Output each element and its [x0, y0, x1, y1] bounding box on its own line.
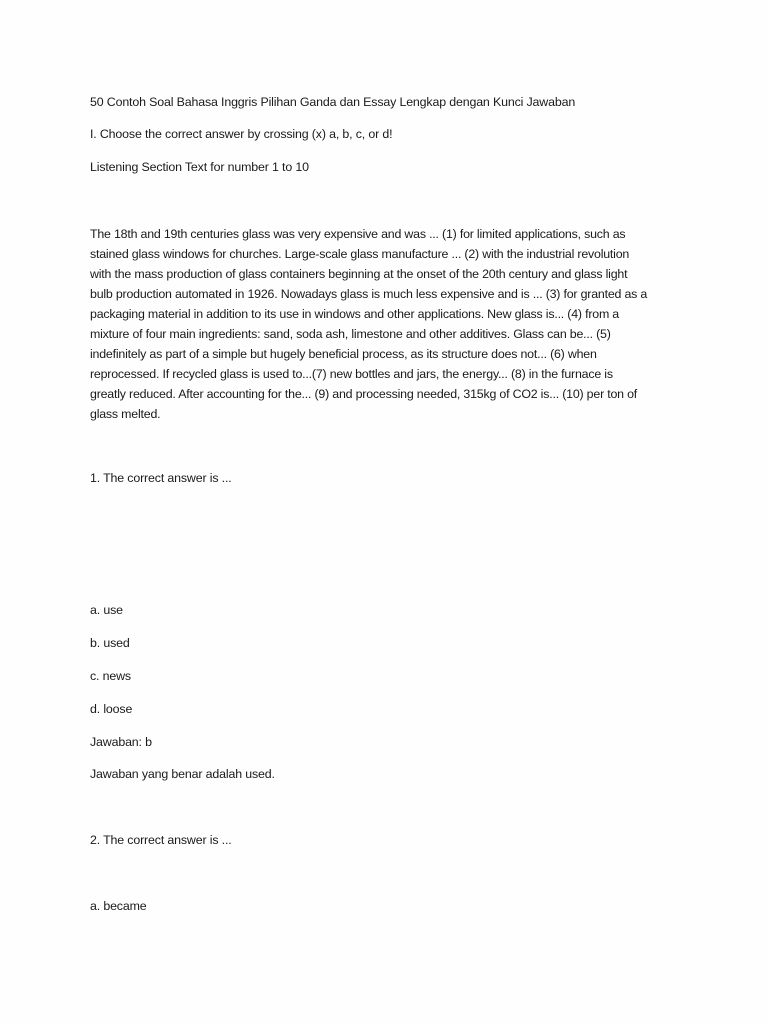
question-prompt: 2. The correct answer is ...	[90, 833, 232, 847]
answer-option-a: a. became	[90, 899, 147, 913]
passage-line: greatly reduced. After accounting for the... (9) and processing needed, 315kg of CO2 is... (10) per ton of	[90, 387, 638, 401]
section-heading: Listening Section Text for number 1 to 10	[90, 160, 309, 174]
answer-option-b: b. used	[90, 636, 130, 650]
document-title: 50 Contoh Soal Bahasa Inggris Pilihan Ganda dan Essay Lengkap dengan Kunci Jawaban	[90, 95, 576, 109]
question-prompt: 1. The correct answer is ...	[90, 471, 232, 485]
passage-line: packaging material in addition to its use in windows and other applications. New glass is... (4) from a	[90, 307, 619, 321]
passage-line: indefinitely as part of a simple but hugely beneficial process, as its structure does not... (6) when	[90, 347, 597, 361]
answer-explanation: Jawaban yang benar adalah used.	[90, 767, 275, 781]
answer-option-c: c. news	[90, 669, 131, 683]
passage-line: The 18th and 19th centuries glass was very expensive and was ... (1) for limited applications, such as	[90, 227, 626, 241]
answer-option-d: d. loose	[90, 702, 133, 716]
instruction-text: I. Choose the correct answer by crossing (x) a, b, c, or d!	[90, 127, 393, 141]
passage-line: glass melted.	[90, 407, 161, 421]
passage-line: bulb production automated in 1926. Nowadays glass is much less expensive and is ... (3) for granted as a	[90, 287, 648, 301]
passage-line: stained glass windows for churches. Large-scale glass manufacture ... (2) with the industrial revolution	[90, 247, 630, 261]
answer-key: Jawaban: b	[90, 735, 152, 749]
passage-line: reprocessed. If recycled glass is used to...(7) new bottles and jars, the energy... (8) in the furnace is	[90, 367, 613, 381]
answer-option-a: a. use	[90, 603, 123, 617]
passage-line: with the mass production of glass containers beginning at the onset of the 20th century and glass light	[90, 267, 628, 281]
passage-line: mixture of four main ingredients: sand, soda ash, limestone and other additives. Glass can be... (5)	[90, 327, 611, 341]
listening-passage	[90, 224, 690, 424]
